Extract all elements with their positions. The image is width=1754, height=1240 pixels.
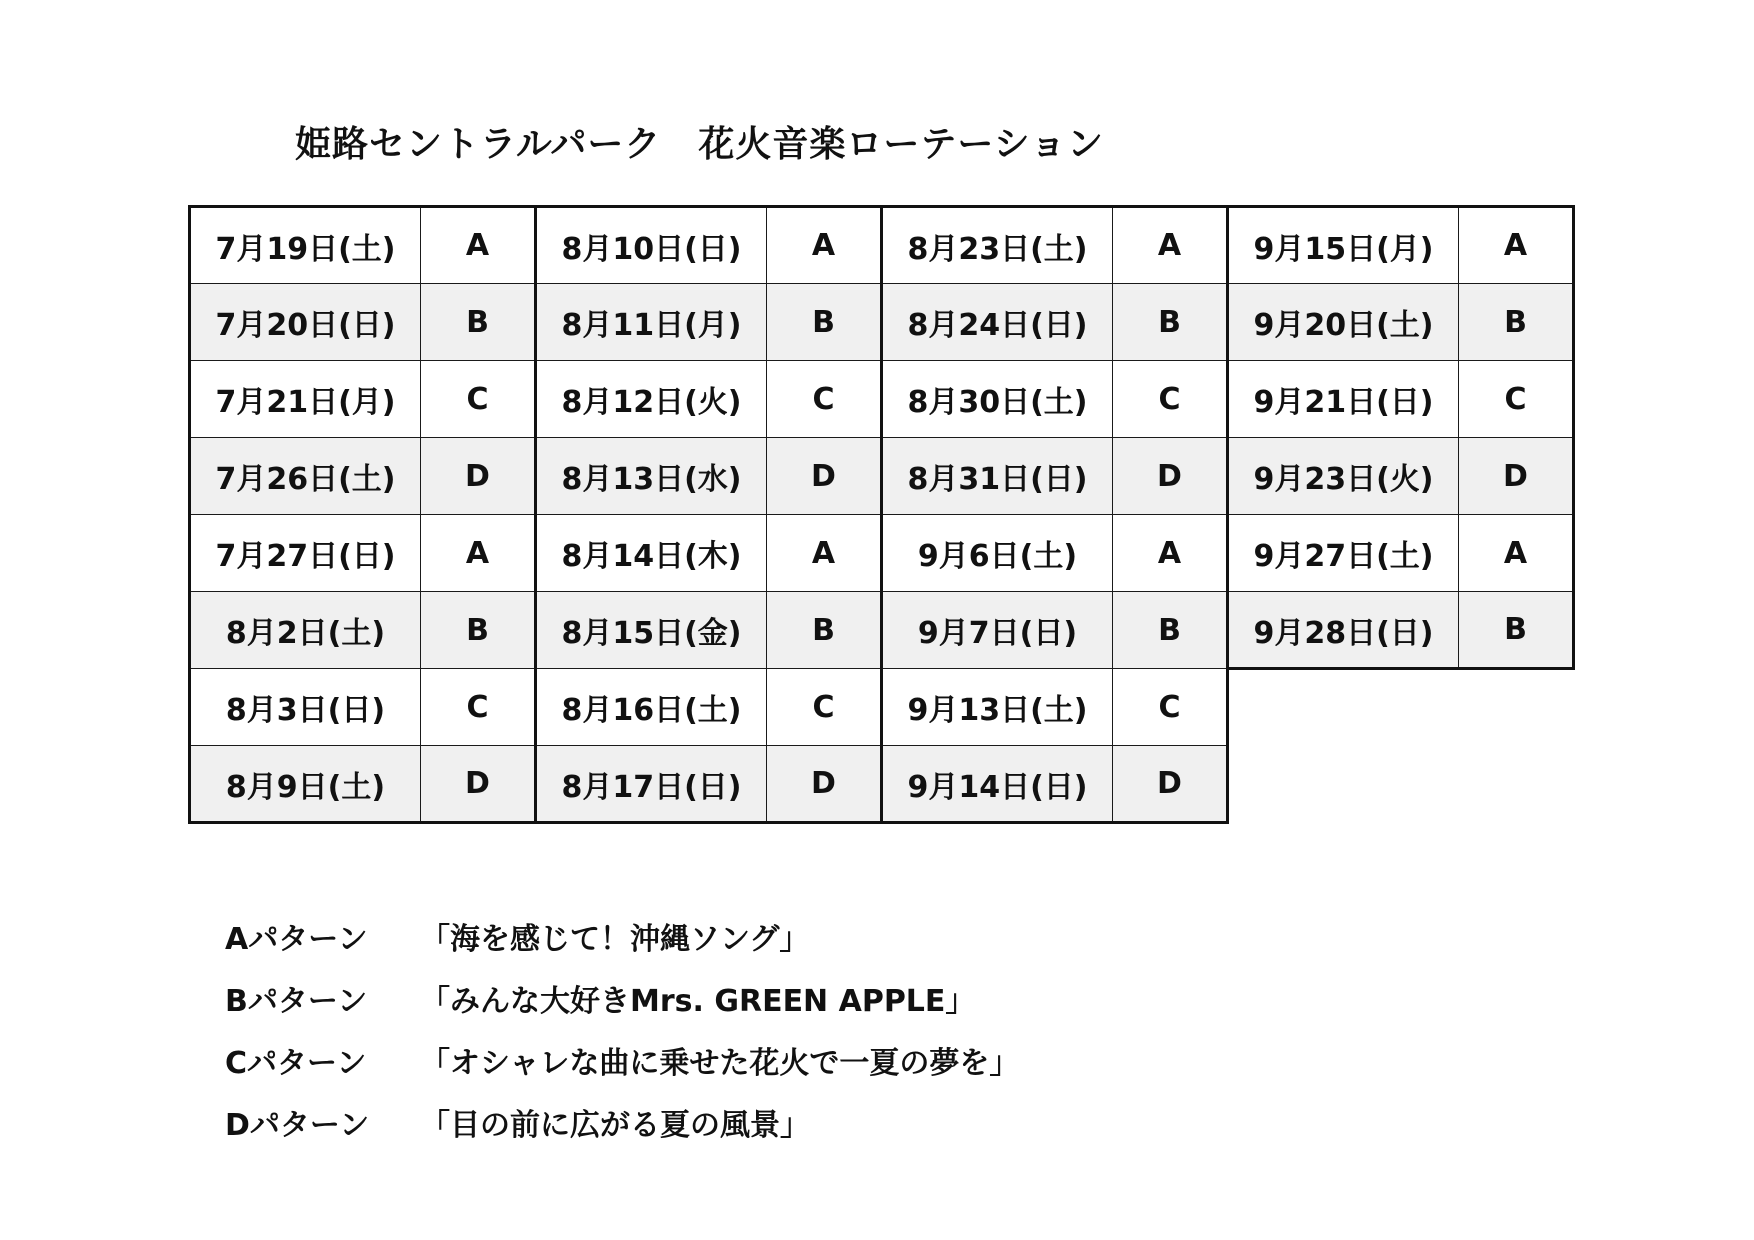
pattern-cell: D bbox=[1113, 438, 1228, 515]
empty-cell bbox=[1228, 746, 1459, 823]
empty-cell bbox=[1459, 669, 1574, 746]
pattern-cell: A bbox=[767, 207, 882, 284]
pattern-cell: B bbox=[767, 284, 882, 361]
pattern-cell: A bbox=[1459, 515, 1574, 592]
pattern-cell: D bbox=[767, 746, 882, 823]
pattern-cell: B bbox=[421, 284, 536, 361]
pattern-cell: B bbox=[767, 592, 882, 669]
pattern-cell: C bbox=[767, 669, 882, 746]
date-cell: 9月20日(土) bbox=[1228, 284, 1459, 361]
legend-item-b bbox=[225, 967, 1019, 1029]
table-row bbox=[190, 669, 1574, 746]
legend-description: 「目の前に広がる夏の風景」 bbox=[420, 1108, 810, 1143]
date-cell: 8月2日(土) bbox=[190, 592, 421, 669]
date-cell: 8月23日(土) bbox=[882, 207, 1113, 284]
pattern-cell: D bbox=[421, 438, 536, 515]
pattern-cell: D bbox=[421, 746, 536, 823]
date-cell: 9月6日(土) bbox=[882, 515, 1113, 592]
legend-key: Aパターン bbox=[225, 922, 368, 957]
legend-item-a bbox=[225, 905, 1019, 967]
legend-description: 「オシャレな曲に乗せた花火で一夏の夢を」 bbox=[420, 1046, 1020, 1081]
pattern-cell: C bbox=[767, 361, 882, 438]
date-cell: 8月12日(火) bbox=[536, 361, 767, 438]
date-cell: 8月15日(金) bbox=[536, 592, 767, 669]
pattern-cell: C bbox=[421, 669, 536, 746]
legend-description: 「みんな大好きMrs. GREEN APPLE」 bbox=[420, 984, 976, 1019]
pattern-cell: D bbox=[767, 438, 882, 515]
date-cell: 8月10日(日) bbox=[536, 207, 767, 284]
table-row bbox=[190, 746, 1574, 823]
pattern-cell: D bbox=[1113, 746, 1228, 823]
date-cell: 9月23日(火) bbox=[1228, 438, 1459, 515]
pattern-cell: C bbox=[1459, 361, 1574, 438]
legend-item-d bbox=[225, 1091, 1019, 1153]
date-cell: 9月28日(日) bbox=[1228, 592, 1459, 669]
legend-item-c bbox=[225, 1029, 1019, 1091]
date-cell: 9月7日(日) bbox=[882, 592, 1113, 669]
date-cell: 8月11日(月) bbox=[536, 284, 767, 361]
page-title: 姫路セントラルパーク 花火音楽ローテーション bbox=[295, 124, 1104, 165]
pattern-cell: D bbox=[1459, 438, 1574, 515]
pattern-cell: A bbox=[767, 515, 882, 592]
pattern-cell: B bbox=[421, 592, 536, 669]
table-row bbox=[190, 207, 1574, 284]
date-cell: 9月15日(月) bbox=[1228, 207, 1459, 284]
date-cell: 9月14日(日) bbox=[882, 746, 1113, 823]
legend-description: 「海を感じて！沖縄ソング」 bbox=[420, 922, 810, 957]
date-cell: 8月3日(日) bbox=[190, 669, 421, 746]
table-row bbox=[190, 592, 1574, 669]
legend-key: Cパターン bbox=[225, 1046, 367, 1081]
pattern-cell: C bbox=[421, 361, 536, 438]
pattern-cell: B bbox=[1459, 284, 1574, 361]
table-row bbox=[190, 515, 1574, 592]
pattern-cell: A bbox=[1113, 515, 1228, 592]
legend-key: Dパターン bbox=[225, 1108, 370, 1143]
table-row bbox=[190, 438, 1574, 515]
empty-cell bbox=[1228, 669, 1459, 746]
pattern-cell: B bbox=[1459, 592, 1574, 669]
date-cell: 8月31日(日) bbox=[882, 438, 1113, 515]
pattern-cell: A bbox=[421, 515, 536, 592]
date-cell: 7月26日(土) bbox=[190, 438, 421, 515]
pattern-cell: A bbox=[421, 207, 536, 284]
date-cell: 9月27日(土) bbox=[1228, 515, 1459, 592]
date-cell: 7月20日(日) bbox=[190, 284, 421, 361]
date-cell: 8月17日(日) bbox=[536, 746, 767, 823]
pattern-cell: A bbox=[1459, 207, 1574, 284]
rotation-schedule-table bbox=[188, 205, 1575, 824]
date-cell: 7月27日(日) bbox=[190, 515, 421, 592]
date-cell: 8月9日(土) bbox=[190, 746, 421, 823]
date-cell: 8月13日(水) bbox=[536, 438, 767, 515]
table-row bbox=[190, 361, 1574, 438]
date-cell: 8月30日(土) bbox=[882, 361, 1113, 438]
pattern-cell: B bbox=[1113, 592, 1228, 669]
date-cell: 7月21日(月) bbox=[190, 361, 421, 438]
table-row bbox=[190, 284, 1574, 361]
pattern-cell: C bbox=[1113, 669, 1228, 746]
pattern-cell: C bbox=[1113, 361, 1228, 438]
empty-cell bbox=[1459, 746, 1574, 823]
date-cell: 8月14日(木) bbox=[536, 515, 767, 592]
pattern-cell: B bbox=[1113, 284, 1228, 361]
legend-key: Bパターン bbox=[225, 984, 368, 1019]
date-cell: 9月13日(土) bbox=[882, 669, 1113, 746]
date-cell: 8月16日(土) bbox=[536, 669, 767, 746]
date-cell: 8月24日(日) bbox=[882, 284, 1113, 361]
pattern-legend bbox=[225, 905, 1019, 1153]
date-cell: 9月21日(日) bbox=[1228, 361, 1459, 438]
date-cell: 7月19日(土) bbox=[190, 207, 421, 284]
pattern-cell: A bbox=[1113, 207, 1228, 284]
